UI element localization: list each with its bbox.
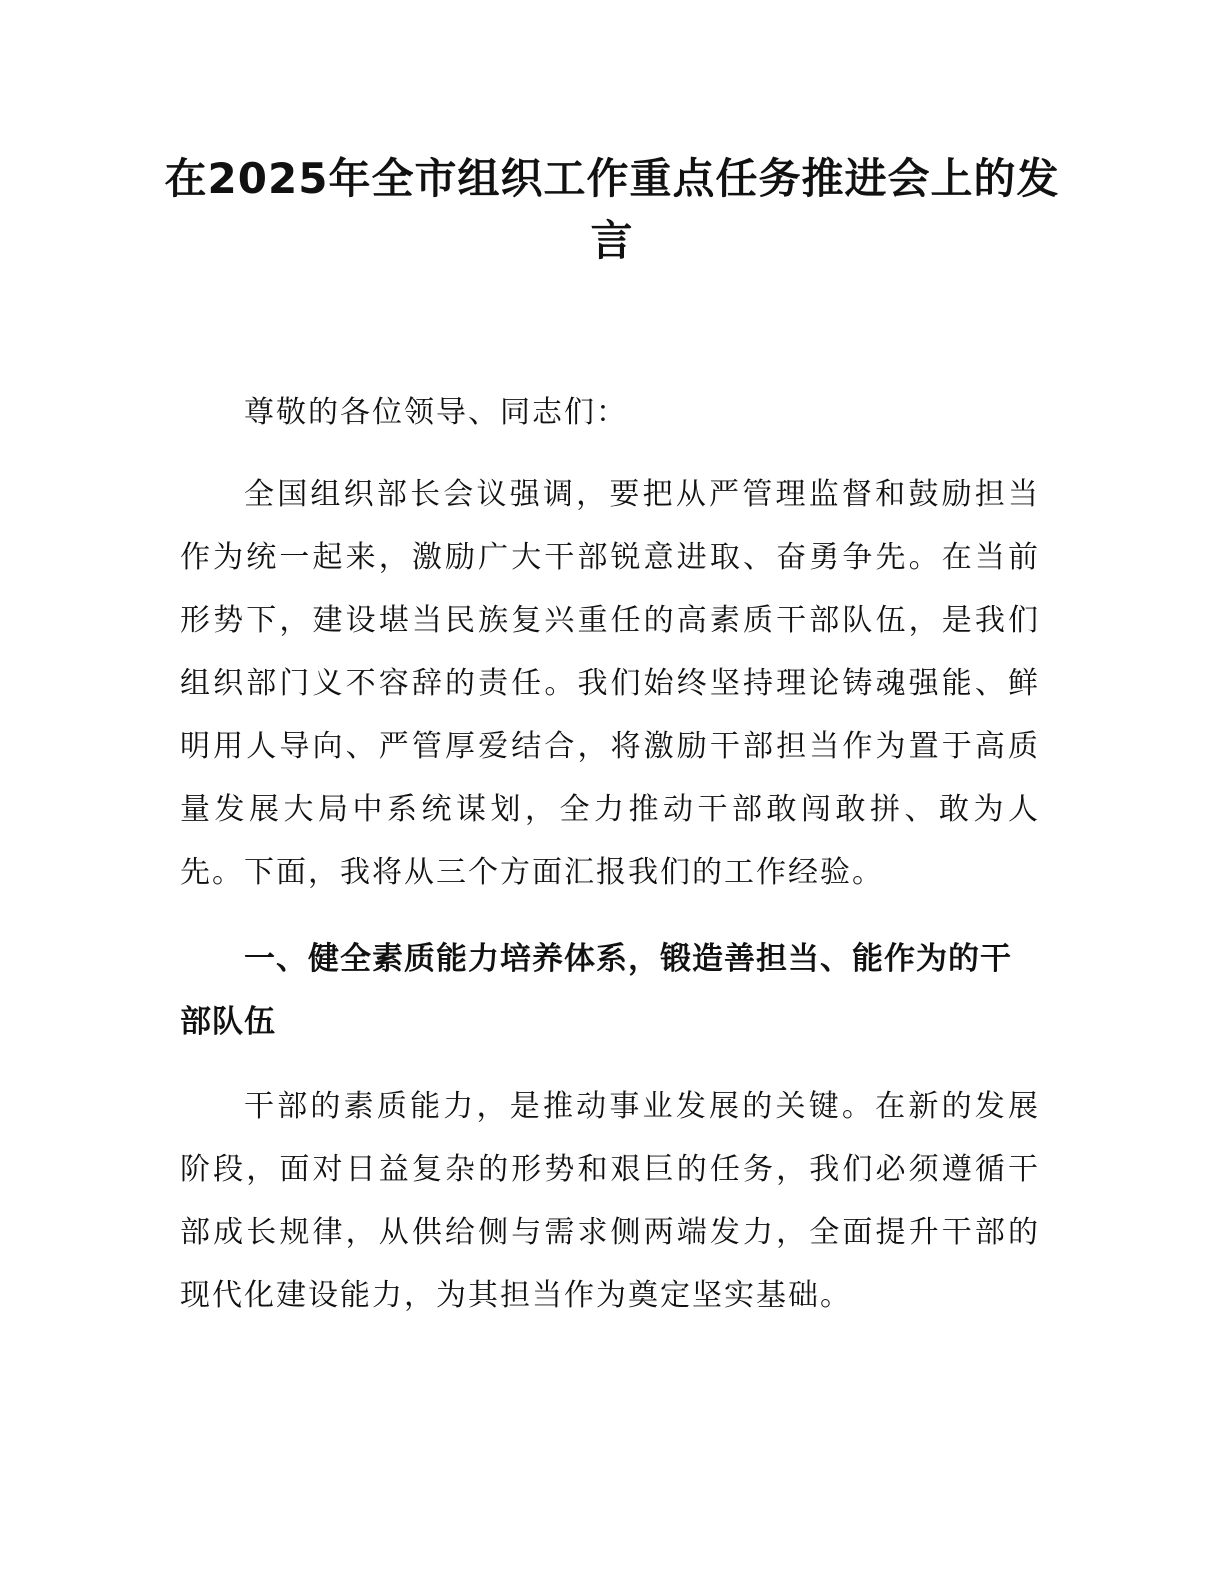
paragraph-section-1: 干部的素质能力，是推动事业发展的关键。在新的发展阶段，面对日益复杂的形势和艰巨的任务，我们必须遵循干部成长规律，从供给侧与需求侧两端发力，全面提升干部的现代化建设能力，为其担当作为奠定坚实基础。 [180,1089,1040,1313]
paragraph-intro: 全国组织部长会议强调，要把从严管理监督和鼓励担当作为统一起来，激励广大干部锐意进取、奋勇争先。在当前形势下，建设堪当民族复兴重任的高素质干部队伍，是我们组织部门义不容辞的责任。我们始终坚持理论铸魂强能、鲜明用人导向、严管厚爱结合，将激励干部担当作为置于高质量发展大局中系统谋划，全力推动干部敢闯敢拼、敢为人先。下面，我将从三个方面汇报我们的工作经验。 [180,477,1040,890]
salutation: 尊敬的各位领导、同志们： [244,395,628,430]
section-heading-1: 一、健全素质能力培养体系，锻造善担当、能作为的干部队伍 [180,941,1012,1040]
document-title: 在2025年全市组织工作重点任务推进会上的发言 [164,154,1060,265]
